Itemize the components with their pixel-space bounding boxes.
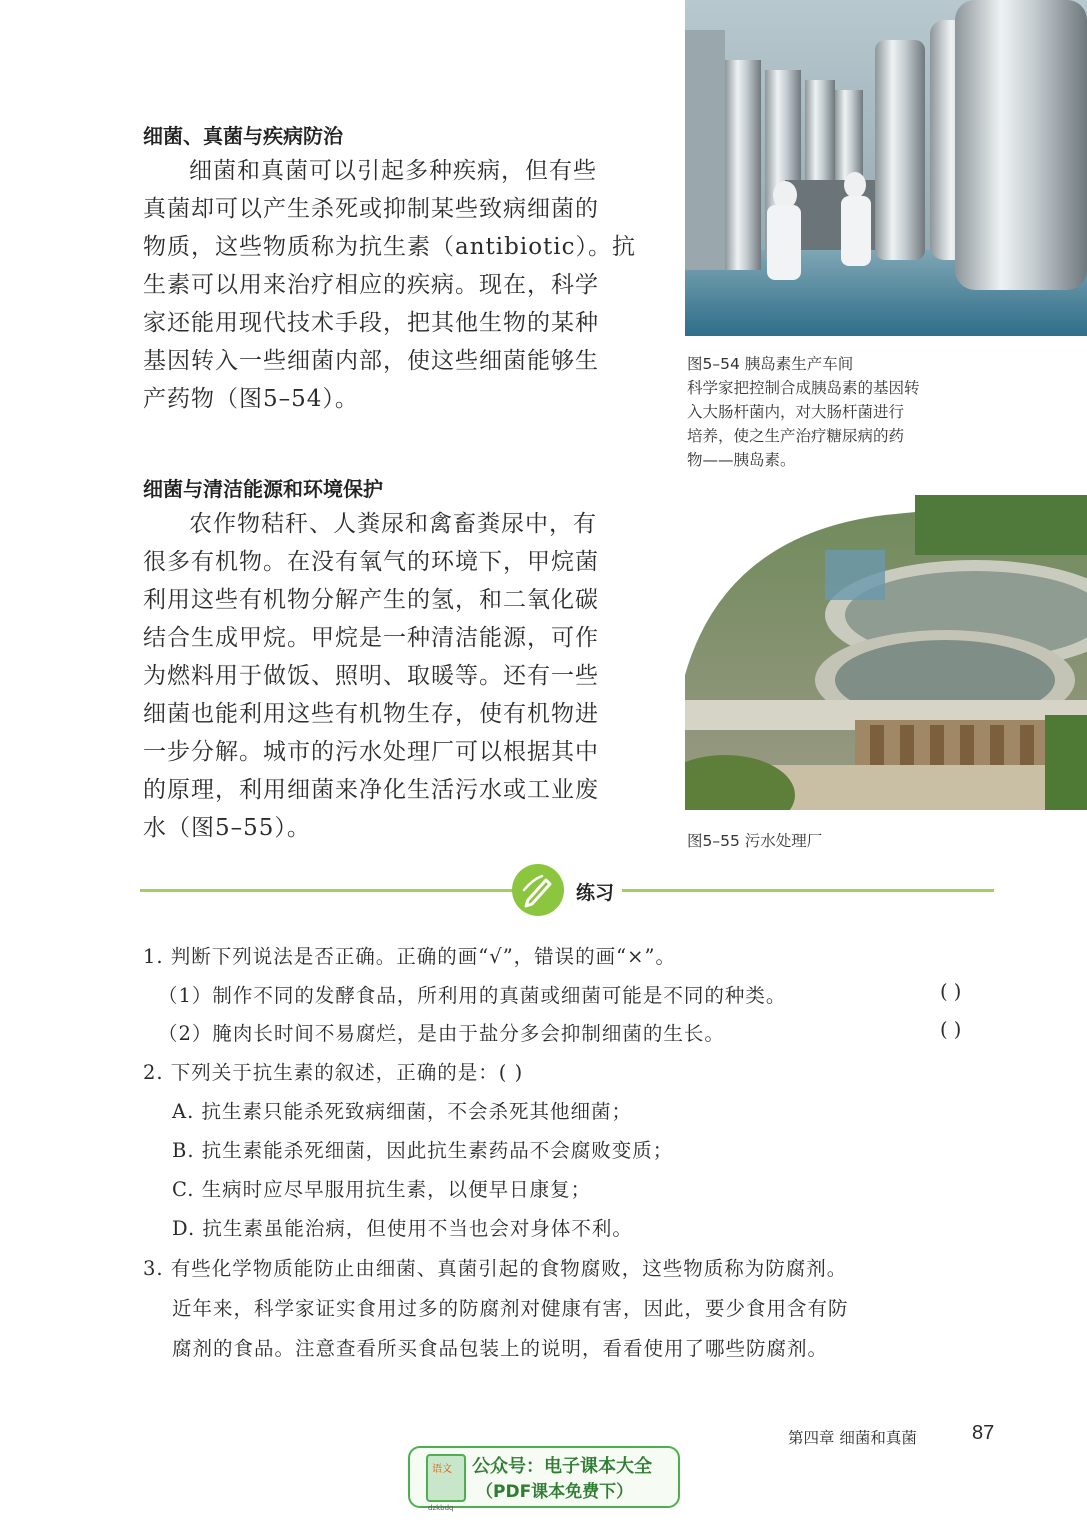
text-line: 基因转入一些细菌内部，使这些细菌能够生	[143, 348, 599, 374]
answer-blank-1-2[interactable]: ( )	[940, 1018, 962, 1041]
watermark-line-1: 公众号：电子课本大全	[472, 1456, 652, 1477]
text-line: 细菌也能利用这些有机物生存，使有机物进	[143, 701, 599, 727]
text-line: 一步分解。城市的污水处理厂可以根据其中	[143, 739, 599, 765]
caption-line: 科学家把控制合成胰岛素的基因转	[687, 379, 920, 397]
pencil-icon	[512, 864, 564, 916]
text-line: 农作物秸秆、人粪尿和禽畜粪尿中，有	[189, 511, 597, 537]
question-2-option-b: B. 抗生素能杀死细菌，因此抗生素药品不会腐败变质；	[172, 1139, 674, 1162]
question-1-2: （2）腌肉长时间不易腐烂，是由于盐分多会抑制细菌的生长。	[158, 1022, 725, 1045]
question-1-1: （1）制作不同的发酵食品，所利用的真菌或细菌可能是不同的种类。	[158, 984, 787, 1007]
exercise-label: 练习	[576, 882, 615, 904]
question-2-option-c: C. 生病时应尽早服用抗生素，以便早日康复；	[172, 1178, 592, 1201]
question-2-option-d: D. 抗生素虽能治病，但使用不当也会对身体不利。	[172, 1217, 633, 1240]
question-3-line-1: 3. 有些化学物质能防止由细菌、真菌引起的食物腐败，这些物质称为防腐剂。	[143, 1257, 848, 1280]
sewage-plant-photo	[685, 495, 1087, 810]
text-line: 水（图5–55）。	[143, 815, 311, 841]
exercise-rule-right	[622, 889, 994, 892]
question-3-line-3: 腐剂的食品。注意查看所买食品包装上的说明，看看使用了哪些防腐剂。	[172, 1337, 829, 1360]
exercise-rule-left	[140, 889, 515, 892]
text-line: 很多有机物。在没有氧气的环境下，甲烷菌	[143, 549, 599, 575]
text-line: 细菌和真菌可以引起多种疾病，但有些	[189, 158, 597, 184]
text-line: 生素可以用来治疗相应的疾病。现在，科学	[143, 272, 599, 298]
question-1: 1. 判断下列说法是否正确。正确的画“√”，错误的画“×”。	[143, 945, 676, 968]
paragraph-antibiotics	[143, 152, 643, 418]
insulin-factory-photo	[685, 0, 1087, 336]
watermark-line-2: （PDF课本免费下）	[476, 1482, 634, 1502]
caption-line: 入大肠杆菌内，对大肠杆菌进行	[687, 403, 905, 421]
figure-5-54-title: 图5–54 胰岛素生产车间	[687, 355, 854, 373]
section-heading-disease: 细菌、真菌与疾病防治	[143, 124, 343, 148]
book-icon-sub: dzkbdq	[428, 1504, 454, 1512]
caption-line: 培养，使之生产治疗糖尿病的药	[687, 427, 905, 445]
text-line: 的原理，利用细菌来净化生活污水或工业废	[143, 777, 599, 803]
page-number: 87	[972, 1422, 995, 1444]
figure-5-54-caption	[687, 352, 920, 472]
text-line: 真菌却可以产生杀死或抑制某些致病细菌的	[143, 196, 599, 222]
book-icon	[426, 1454, 466, 1512]
text-line: 物质，这些物质称为抗生素（antibiotic）。抗	[143, 234, 637, 260]
answer-blank-1-1[interactable]: ( )	[940, 980, 962, 1003]
text-line: 家还能用现代技术手段，把其他生物的某种	[143, 310, 599, 336]
text-line: 产药物（图5–54）。	[143, 386, 359, 412]
chapter-label: 第四章 细菌和真菌	[788, 1429, 917, 1447]
question-2: 2. 下列关于抗生素的叙述，正确的是：( )	[143, 1061, 524, 1084]
paragraph-methane	[143, 505, 643, 847]
figure-5-55-caption: 图5–55 污水处理厂	[687, 832, 823, 850]
question-3-line-2: 近年来，科学家证实食用过多的防腐剂对健康有害，因此，要少食用含有防	[172, 1297, 849, 1320]
book-icon-text: 语文	[432, 1464, 452, 1475]
text-line: 利用这些有机物分解产生的氢，和二氧化碳	[143, 587, 599, 613]
caption-line: 物——胰岛素。	[687, 451, 796, 469]
question-2-option-a: A. 抗生素只能杀死致病细菌，不会杀死其他细菌；	[172, 1100, 632, 1123]
section-heading-energy: 细菌与清洁能源和环境保护	[143, 477, 383, 501]
text-line: 结合生成甲烷。甲烷是一种清洁能源，可作	[143, 625, 599, 651]
text-line: 为燃料用于做饭、照明、取暖等。还有一些	[143, 663, 599, 689]
watermark-badge	[408, 1446, 680, 1512]
